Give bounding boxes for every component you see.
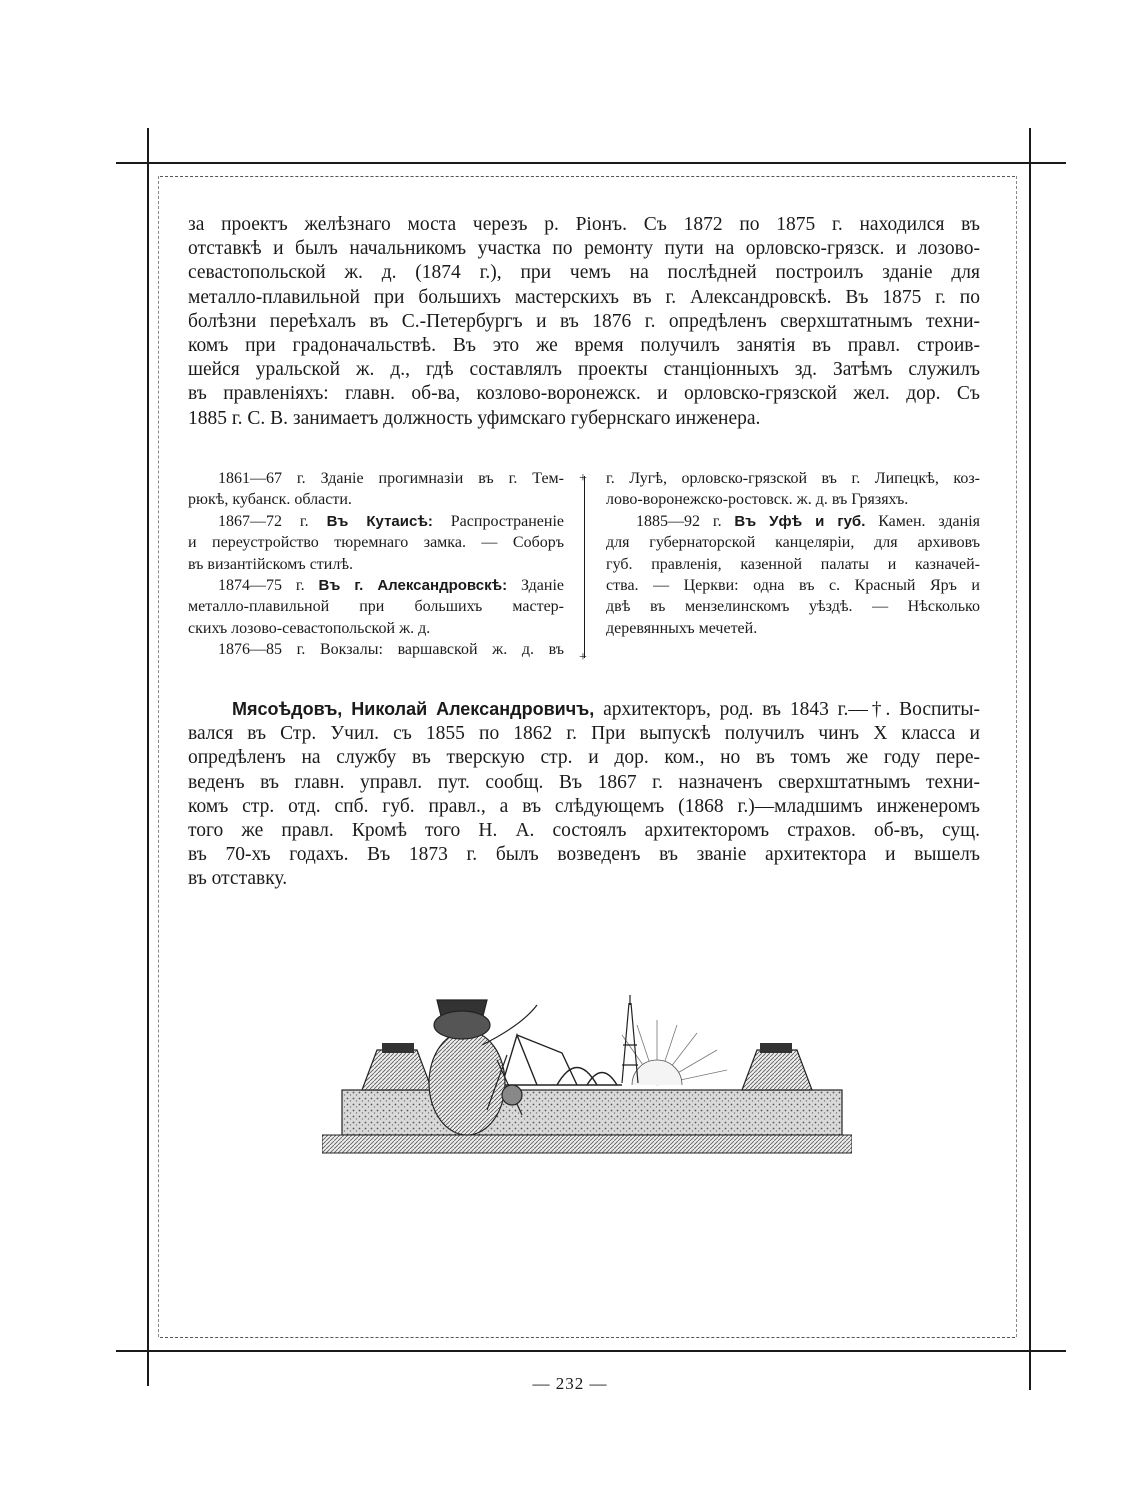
left-pedestal: [362, 1050, 432, 1090]
text-line: въ правленіяхъ: главн. об-ва, козлово-воронежск. и орловско-грязской жел. дор. Съ: [188, 383, 980, 405]
base-slab: [342, 1090, 842, 1135]
text-line: 1874—75 г. Въ г. Александровскѣ: Зданіе: [218, 577, 565, 595]
page-number: — 232 —: [532, 1374, 608, 1393]
text-line: въ византійскомъ стилѣ.: [188, 555, 354, 573]
text-line: отставкѣ и былъ начальникомъ участка по ремонту пути на орловско-грязск. и лозово-: [188, 238, 980, 260]
bio-name: Мясоѣдовъ, Николай Александровичъ,: [232, 699, 595, 719]
text-line: скихъ лозово-севастопольской ж. д.: [188, 619, 431, 637]
bridge-icon: [492, 1035, 622, 1085]
decorative-vignette: [322, 965, 852, 1160]
column-divider: [584, 476, 585, 658]
text-line: севастопольской ж. д. (1874 г.), при чемъ на послѣдней построилъ зданіе для: [188, 262, 980, 284]
text-line: въ отставку.: [188, 868, 288, 890]
text-line: болѣзни переѣхалъ въ С.-Петербургъ и въ 1876 г. опредѣленъ сверхштатнымъ техни-: [188, 310, 980, 332]
text-line: того же правл. Кромѣ того Н. А. состоялъ архитекторомъ страхов. об-въ, сущ.: [188, 820, 980, 842]
text-line: г. Лугѣ, орловско-грязской въ г. Липецкѣ, коз-: [606, 470, 980, 487]
text-line: металло-плавильной при большихъ мастерскихъ въ г. Александровскѣ. Въ 1875 г. по: [188, 286, 980, 308]
text-line: рюкѣ, кубанск. области.: [188, 491, 352, 509]
entry-place: Въ Кутаисѣ:: [326, 512, 433, 530]
text-line: 1885 г. С. В. занимаетъ должность уфимскаго губернскаго инженера.: [188, 407, 761, 429]
bio-paragraph: [188, 697, 980, 892]
text-line: 1861—67 г. Зданіе прогимназіи въ г. Тем-: [218, 470, 564, 487]
text-line: веденъ въ главн. управл. пут. сообщ. Въ 1867 г. назначенъ сверхштатнымъ техни-: [188, 771, 980, 793]
text-line: опредѣленъ на службу въ тверскую стр. и дор. ком., но въ томъ же году пере-: [188, 747, 980, 769]
works-left-column: [188, 468, 564, 661]
text-line: 1876—85 г. Вокзалы: варшавской ж. д. въ: [218, 641, 564, 659]
frame-right-inner-dash: [1016, 176, 1017, 1337]
text-line: въ 70-хъ годахъ. Въ 1873 г. былъ возведенъ въ званіе архитектора и вышелъ: [188, 844, 980, 866]
frame-left-rule: [147, 128, 149, 1386]
frame-bottom-rule: [116, 1350, 1066, 1352]
text-line: губ. правленія, казенной палаты и казначей-: [606, 555, 980, 573]
text-line: комъ стр. отд. спб. губ. правл., а въ слѣдующемъ (1868 г.)—младшимъ инженеромъ: [188, 795, 980, 817]
text-line: лово-воронежско-ростовск. ж. д. въ Грязяхъ.: [606, 491, 909, 509]
top-paragraph: [188, 213, 980, 431]
divider-cross-top: +: [579, 471, 587, 486]
frame-bottom-inner-dash: [160, 1337, 1015, 1338]
entry-place: Въ Уфѣ и губ.: [734, 512, 866, 530]
text-line: вался въ Стр. Учил. съ 1855 по 1862 г. При выпускѣ получилъ чинъ X класса и: [188, 723, 980, 745]
right-pedestal: [742, 1050, 812, 1090]
text-line: металло-плавильной при большихъ мастер-: [188, 598, 564, 616]
frame-left-inner-dash: [158, 176, 159, 1337]
divider-cross-bottom: +: [579, 650, 587, 665]
text-line: 1867—72 г. Въ Кутаисѣ: Распространеніе: [218, 512, 565, 530]
works-right-column: [606, 468, 980, 639]
entry-place: Въ г. Александровскѣ:: [318, 577, 508, 595]
text-line: ства. — Церкви: одна въ с. Красный Яръ и: [606, 577, 980, 595]
text-line: и переустройство тюремнаго замка. — Соборъ: [188, 534, 564, 552]
text-line: за проектъ желѣзнаго моста черезъ р. Ріонъ. Съ 1872 по 1875 г. находился въ: [188, 214, 980, 235]
text-line: деревянныхъ мечетей.: [606, 619, 758, 637]
text-line: комъ при градоначальствѣ. Въ это же время получилъ занятія въ правл. строив-: [188, 335, 980, 357]
text-line: 1885—92 г. Въ Уфѣ и губ. Камен. зданія: [636, 512, 981, 530]
frame-top-inner-dash: [160, 176, 1015, 177]
entry-date: 1874—75 г.: [218, 577, 305, 595]
text-line: Мясоѣдовъ, Николай Александровичъ, архитекторъ, род. въ 1843 г.—†. Воспиты-: [232, 699, 981, 720]
text-line: двѣ въ мензелинскомъ уѣздѣ. — Нѣсколько: [606, 598, 980, 616]
entry-date: 1885—92 г.: [636, 512, 722, 530]
text-line: для губернаторской канцеляріи, для архивовъ: [606, 534, 980, 552]
frame-right-rule: [1029, 128, 1031, 1390]
entry-date: 1867—72 г.: [218, 512, 309, 530]
frame-top-rule: [116, 162, 1066, 164]
text-line: шейся уральской ж. д., гдѣ составлялъ проекты станціонныхъ зд. Затѣмъ служилъ: [188, 359, 980, 381]
